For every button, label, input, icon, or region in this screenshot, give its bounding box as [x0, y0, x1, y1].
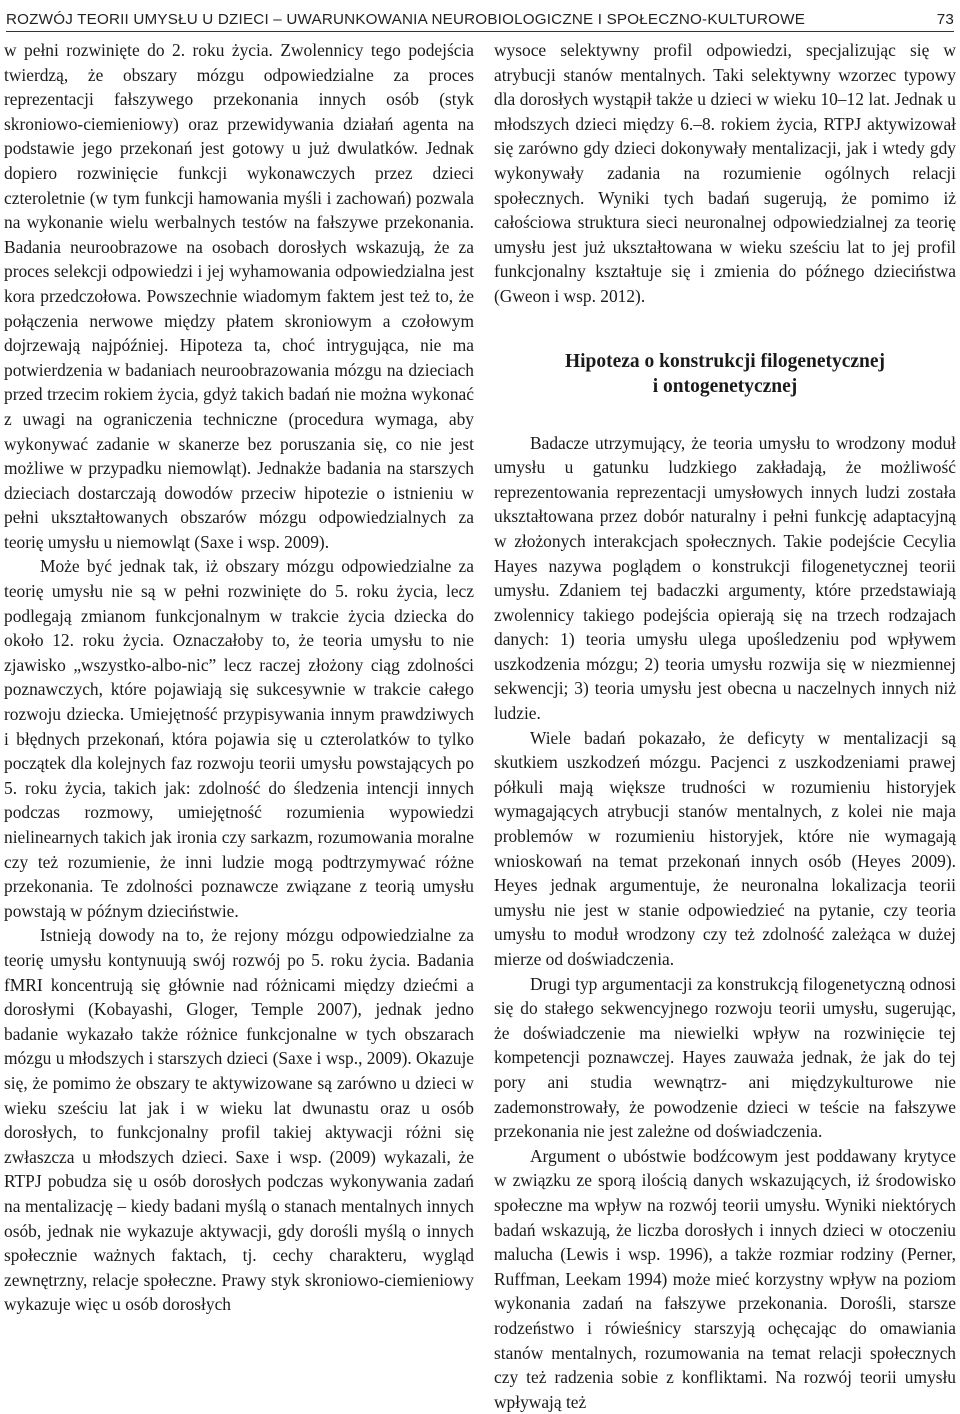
paragraph: Może być jednak tak, iż obszary mózgu odpowiedzialne za teorię umysłu nie są w pełni rozwinięte do 5. roku życia, lecz podlegają zmianom funkcjonalnym w trakcie życia dziecka do około 12. roku życia. Oznaczałoby to, że teoria umysłu to nie zjawisko „wszystko-albo-nic” lecz raczej złożony ciąg zdolności poznawczych, które pojawiają się sukcesywnie w trakcie całego rozwoju dziecka. Umiejętność przypisywania innym prawdziwych i błędnych przekonań, która pojawia się u czterolatków to tylko początek dla kolejnych faz rozwoju teorii umysłu powstających po 5. roku życia, takich jak: zdolność do śledzenia intencji innych podczas rozmowy, umiejętność rozumienia wypowiedzi nielinearnych takich jak ironia czy sarkazm, rozumowania moralne czy też rozumienie, że inni ludzie mogą podtrzymywać różne przekonania. Te zdolności poznawcze związane z teorią umysłu powstają w późnym dzieciństwie. — [4, 556, 474, 921]
text-columns — [4, 38, 956, 1414]
page-number: 73 — [936, 11, 954, 28]
paragraph: Wiele badań pokazało, że deficyty w mentalizacji są skutkiem uszkodzeń mózgu. Pacjenci z uszkodzeniami prawej półkuli mają większe trudności w rozumieniu historyjek wymagających atrybucji stanów mentalnych, z kolei nie maja problemów w rozumieniu historyjek, które nie wymagają wnioskowań na temat przekonań innych osób (Heyes 2009). Heyes jednak argumentuje, że neuronalna lokalizacja teorii umysłu nie jest w stanie odpowiedzieć na pytanie, czy teoria umysłu to moduł wrodzony czy też zdolność zależąca w dużej mierze od doświadczenia. — [494, 727, 956, 969]
running-header — [4, 0, 956, 28]
paragraph: Badacze utrzymujący, że teoria umysłu to wrodzony moduł umysłu u gatunku ludzkiego zakładają, że możliwość reprezentowania reprezentacji umysłowych innych ludzi została ukształtowana przez dobór naturalny i pełni funkcję adaptacyjną w złożonych interakcjach społecznych. Takie podejście Cecylia Hayes nazywa poglądem o konstrukcji filogenetycznej teorii umysłu. Zdaniem tej badaczki argumenty, które przedstawiają zwolennicy takiego podejścia opierają się na trzech rodzajach danych: 1) teoria umysłu ulega upośledzeniu pod wpływem uszkodzenia mózgu; 2) teoria umysłu rozwija się w niezmiennej sekwencji; 3) teoria umysłu jest obecna u naczelnych innych niż ludzie. — [494, 432, 956, 724]
left-column — [4, 38, 474, 1414]
section-heading — [494, 349, 956, 399]
header-rule — [6, 31, 954, 32]
running-title: ROZWÓJ TEORII UMYSŁU U DZIECI – UWARUNKOWANIA NEUROBIOLOGICZNE I SPOŁECZNO-KULTUROWE — [6, 11, 806, 28]
paragraph: Argument o ubóstwie bodźcowym jest poddawany krytyce w związku ze sporą ilością danych wskazujących, iż środowisko społeczne ma wpływ na rozwój teorii umysłu. Wyniki niektórych badań wskazują, że liczba dorosłych i innych dzieci w otoczeniu malucha (Lewis i wsp. 1996), a także rozmiar rodziny (Perner, Ruffman, Leekam 1994) może mieć korzystny wpływ na poziom wykonania zadań na fałszywe przekonania. Dorośli, starsze rodzeństwo i rówieśnicy starszyją ochęcając do omawiania stanów mentalnych, rozumowania na temat relacji społecznych czy też radzenia sobie z konfliktami. Na rozwój teorii umysłu wpływają też — [494, 1145, 956, 1412]
section-heading-line: Hipoteza o konstrukcji filogenetycznej — [564, 350, 886, 372]
section-heading-line: i ontogenetycznej — [652, 375, 798, 397]
paragraph: w pełni rozwinięte do 2. roku życia. Zwolennicy tego podejścia twierdzą, że obszary mózgu odpowiedzialne za proces reprezentacji fałszywego przekonania innych osób (styk skroniowo-ciemieniowy) oraz przewidywania działań agenta na podstawie jego przekonań jest gotowy u już dwulatków. Jednak dopiero rozwinięcie funkcji wykonawczych przez dzieci czteroletnie (w tym funkcji hamowania myśli i zachowań) pozwala na wykonanie wielu werbalnych testów na fałszywe przekonania. Badania neuroobrazowe na osobach dorosłych wskazują, że za proces selekcji odpowiedzi i jej wyhamowania odpowiedzialna jest kora przedczołowa. Powszechnie wiadomym faktem jest też to, że połączenia nerwowe między płatem skroniowym a czołowym dojrzewają najpóźniej. Hipoteza ta, choć intrygująca, nie ma potwierdzenia w badaniach neuroobrazowania mózgu na dzieciach przed trzecim rokiem życia, gdyż takich badań nie można wykonać z uwagi na ograniczenia techniczne (procedura wymaga, aby wykonywać zadanie w skanerze bez poruszania się, co nie jest możliwe w przypadku niemowląt). Jednakże badania na starszych dzieciach dostarczają dowodów przeciw hipotezie o istnieniu w pełni ukształtowanych obszarów mózgu odpowiedzialnych za teorię umysłu u niemowląt (Saxe i wsp. 2009). — [4, 40, 474, 552]
paragraph: wysoce selektywny profil odpowiedzi, specjalizując się w atrybucji stanów mentalnych. Taki selektywny wzorzec typowy dla dorosłych wystąpił także u dzieci w wieku 10–12 lat. Jednak u młodszych dzieci między 6.–8. rokiem życia, RTPJ aktywizował się zarówno gdy dzieci dokonywały mentalizacji, jak i wtedy gdy wykonywały zadania na rozumienie ogólnych relacji społecznych. Wyniki tych badań sugerują, że pomimo iż całościowa struktura sieci neuronalnej odpowiedzialnej za teorię umysłu jest już ukształtowana w wieku sześciu lat to jej profil funkcjonalny kształtuje się i zmienia do późnego dzieciństwa (Gweon i wsp. 2012). — [494, 40, 956, 306]
paragraph: Drugi typ argumentacji za konstrukcją filogenetyczną odnosi się do stałego sekwencyjnego rozwoju teorii umysłu, sugerując, że doświadczenie ma niewielki wpływ na rozwinięcie tej kompetencji poznawczej. Hayes zauważa jednak, że jak do tej pory ani studia wewnątrz- ani międzykulturowe nie zademonstrowały, że powodzenie dzieci w teście na fałszywe przekonania nie jest zależne od doświadczenia. — [494, 973, 956, 1142]
right-column — [494, 38, 956, 1414]
paragraph: Istnieją dowody na to, że rejony mózgu odpowiedzialne za teorię umysłu kontynuują swój rozwój po 5. roku życia. Badania fMRI koncentrują się głównie nad różnicami między dziećmi a dorosłymi (Kobayashi, Gloger, Temple 2007), jednak jedno badanie wykazało także różnice funkcjonalne w tych obszarach mózgu u młodszych i starszych dzieci (Saxe i wsp., 2009). Okazuje się, że pomimo że obszary te aktywizowane są zarówno u dzieci w wieku sześciu lat jak i w wieku lat dwunastu oraz u osób dorosłych, to funkcjonalny profil takiej aktywacji różni się zwłaszcza u młodszych dzieci. Saxe i wsp. (2009) wykazali, że RTPJ pobudza się u osób dorosłych podczas wykonywania zadań na mentalizację – kiedy badani myślą o stanach mentalnych innych osób, jednak nie wykazuje aktywacji, gdy dorośli myślą o innych społecznie ważnych faktach, tj. cechy charakteru, wygląd zewnętrzny, relacje społeczne. Prawy styk skroniowo-ciemieniowy wykazuje więc u osób dorosłych — [4, 925, 474, 1315]
